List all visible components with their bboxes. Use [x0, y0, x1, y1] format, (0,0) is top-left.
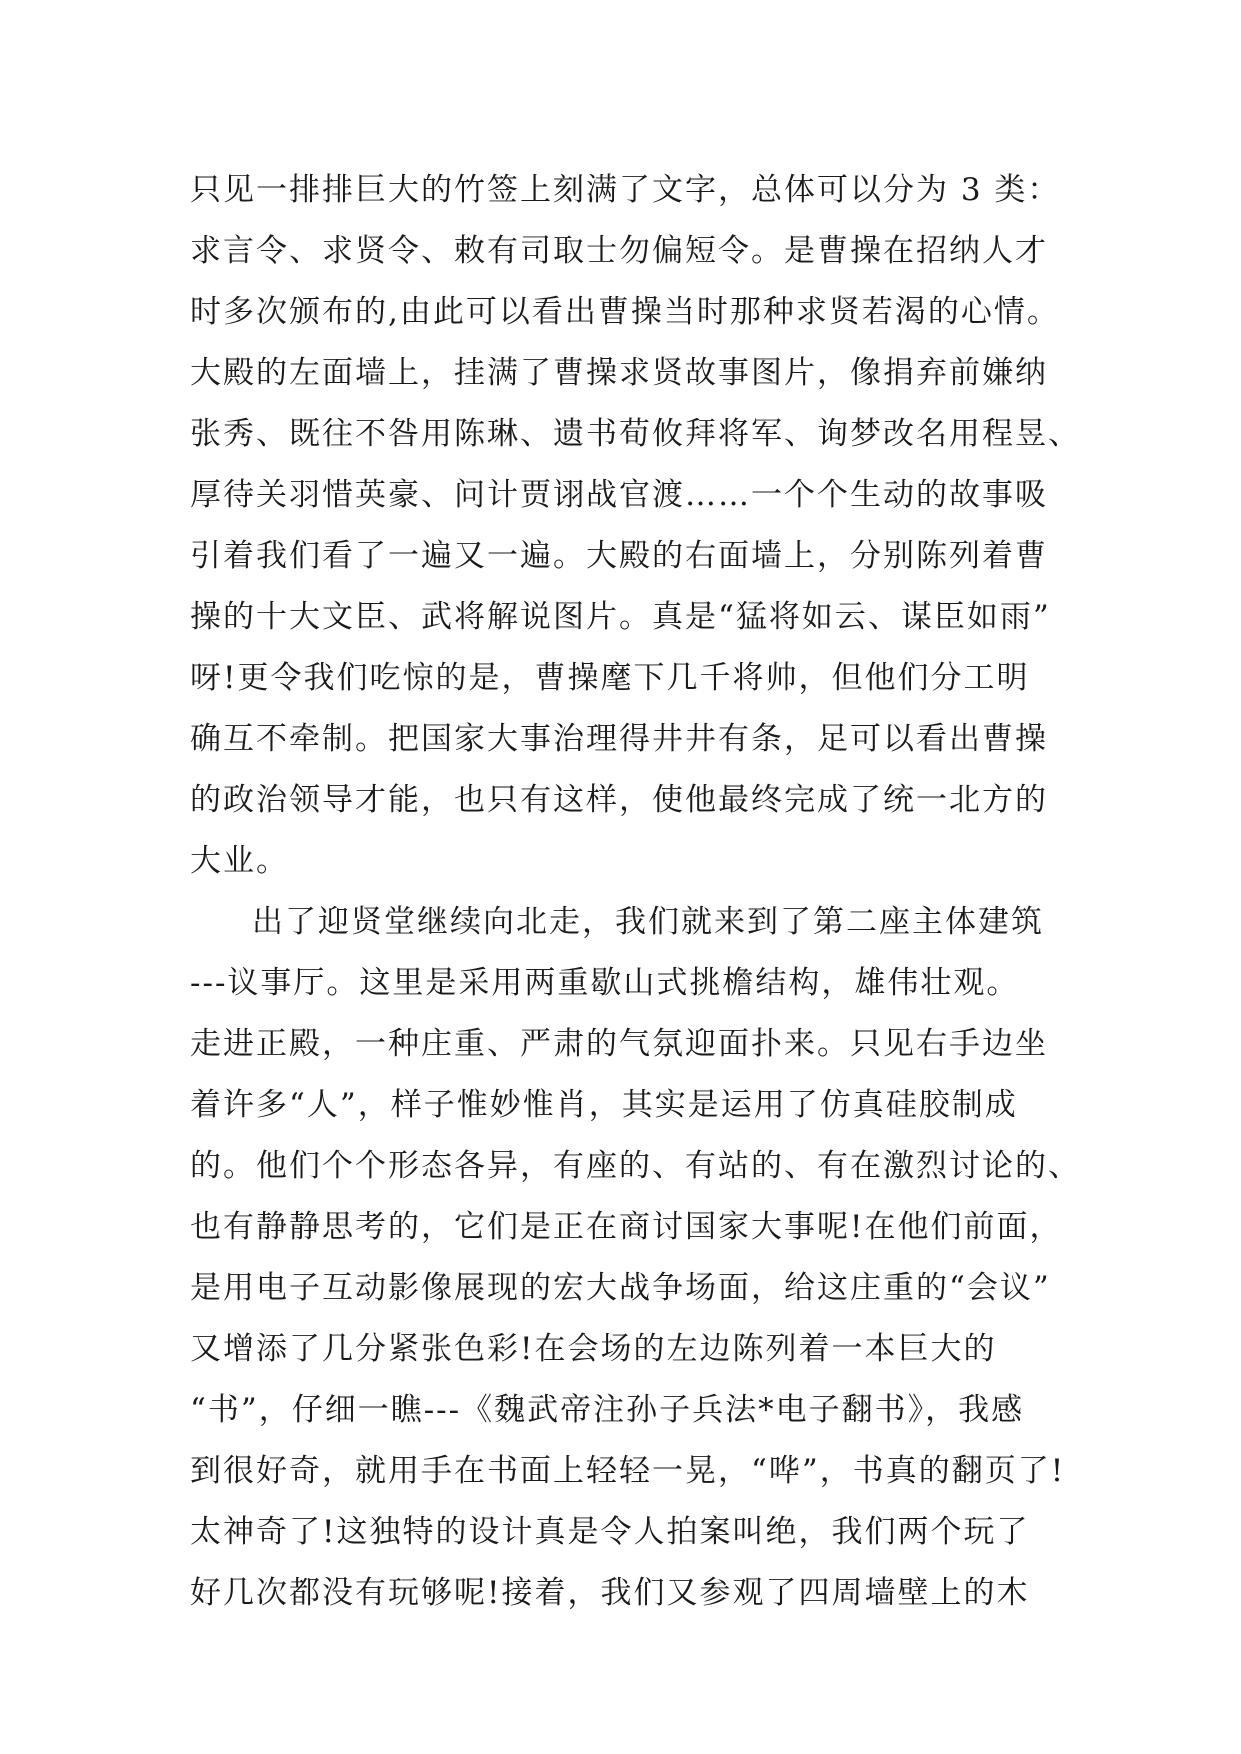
text-line: 好几次都没有玩够呢!接着，我们又参观了四周墙壁上的木 [190, 1575, 1030, 1611]
text-line: 只见一排排巨大的竹签上刻满了文字，总体可以分为 3 类： [190, 172, 1061, 208]
body-text [190, 160, 1090, 1624]
text-line: 太神奇了!这独特的设计真是令人拍案叫绝，我们两个玩了 [190, 1514, 1030, 1550]
paragraph-start-line: 出了迎贤堂继续向北走，我们就来到了第二座主体建筑 [252, 904, 1044, 940]
text-line: 时多次颁布的,由此可以看出曹操当时那种求贤若渴的心情。 [190, 294, 1060, 330]
text-line: 走进正殿，一种庄重、严肃的气氛迎面扑来。只见右手边坐 [190, 1026, 1048, 1062]
text-line: 张秀、既往不咎用陈琳、遗书荀攸拜将军、询梦改名用程昱、 [190, 416, 1081, 452]
text-line: 呀!更令我们吃惊的是，曹操麾下几千将帅，但他们分工明 [190, 660, 1030, 696]
text-line: 的。他们个个形态各异，有座的、有站的、有在激烈讨论的、 [190, 1148, 1081, 1184]
text-line: 大业。 [190, 843, 289, 879]
text-line: 引着我们看了一遍又一遍。大殿的右面墙上，分别陈列着曹 [190, 538, 1048, 574]
text-line: 又增添了几分紧张色彩!在会场的左边陈列着一本巨大的 [190, 1331, 997, 1367]
text-line: 到很好奇，就用手在书面上轻轻一晃，“哗”，书真的翻页了! [190, 1453, 1066, 1489]
text-line: 操的十大文臣、武将解说图片。真是“猛将如云、谋臣如雨” [190, 599, 1051, 635]
text-line: 是用电子互动影像展现的宏大战争场面，给这庄重的“会议” [190, 1270, 1051, 1306]
text-line: 厚待关羽惜英豪、问计贾诩战官渡……一个个生动的故事吸 [190, 477, 1048, 513]
text-line: 大殿的左面墙上，挂满了曹操求贤故事图片，像捐弃前嫌纳 [190, 355, 1048, 391]
text-line: 着许多“人”，样子惟妙惟肖，其实是运用了仿真硅胶制成 [190, 1087, 1018, 1123]
text-line: 求言令、求贤令、敕有司取士勿偏短令。是曹操在招纳人才 [190, 233, 1048, 269]
text-line: 也有静静思考的，它们是正在商讨国家大事呢!在他们前面， [190, 1209, 1063, 1245]
text-line: “书”，仔细一瞧---《魏武帝注孙子兵法*电子翻书》，我感 [190, 1392, 1025, 1428]
text-line: 确互不牵制。把国家大事治理得井井有条，足可以看出曹操 [190, 721, 1048, 757]
text-line: 的政治领导才能，也只有这样，使他最终完成了统一北方的 [190, 782, 1048, 818]
text-line: ---议事厅。这里是采用两重歇山式挑檐结构，雄伟壮观。 [190, 965, 1020, 1001]
